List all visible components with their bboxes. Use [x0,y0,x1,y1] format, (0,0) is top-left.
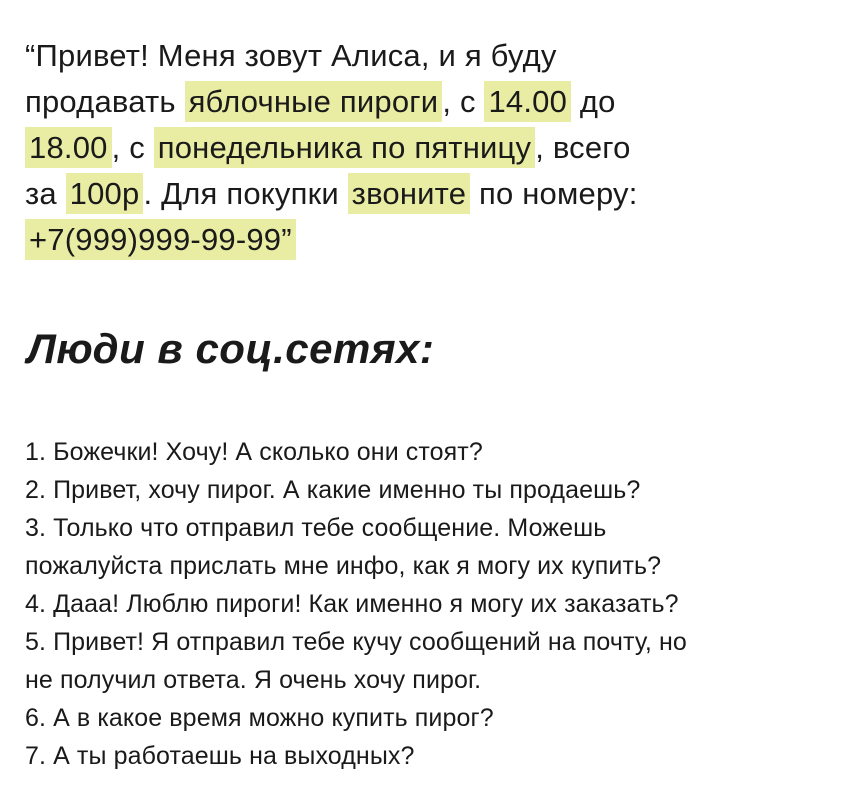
quote-text: , с [442,84,485,119]
highlighted-text: понедельника по пятницу [154,127,535,168]
quote-text: , всего [535,130,631,165]
quote-text: , с [111,130,154,165]
quote-line [25,217,821,263]
comment-line: 1. Божечки! Хочу! А сколько они стоят? [25,438,483,466]
comment-line: пожалуйста прислать мне инфо, как я могу их купить? [25,552,662,580]
quote-line [25,171,821,217]
comment-line: 2. Привет, хочу пирог. А какие именно ты продаешь? [25,476,641,504]
comment-line: 3. Только что отправил тебе сообщение. Можешь [25,514,607,542]
comment-line: 4. Дааа! Люблю пироги! Как именно я могу их заказать? [25,590,679,618]
comment-line: 5. Привет! Я отправил тебе кучу сообщений на почту, но [25,628,687,656]
highlighted-text: яблочные пироги [185,81,443,122]
comment-item [25,471,821,509]
comment-item [25,699,821,737]
quote-line [25,79,821,125]
quote-text: “Привет! Меня зовут Алиса, и я буду [25,38,557,73]
quote-line [25,33,821,79]
comments-list [25,433,821,775]
comment-item [25,509,821,585]
quote-text: . Для покупки [143,176,348,211]
highlighted-text: 100р [66,173,144,214]
comment-line: 6. А в какое время можно купить пирог? [25,704,494,732]
section-heading: Люди в соц.сетях: [27,325,435,372]
comment-line: не получил ответа. Я очень хочу пирог. [25,666,482,694]
comment-item [25,737,821,775]
highlighted-text: 18.00 [25,127,112,168]
comment-item [25,433,821,471]
quote-text: за [25,176,66,211]
comment-item [25,623,821,699]
comment-line: 7. А ты работаешь на выходных? [25,742,415,770]
highlighted-text: 14.00 [484,81,571,122]
quote-paragraph [0,0,841,263]
quote-text: продавать [25,84,185,119]
highlighted-text: звоните [348,173,471,214]
highlighted-text: +7(999)999-99-99” [25,219,296,260]
quote-line [25,125,821,171]
quote-text: по номеру: [470,176,638,211]
quote-text: до [571,84,616,119]
comment-item [25,585,821,623]
